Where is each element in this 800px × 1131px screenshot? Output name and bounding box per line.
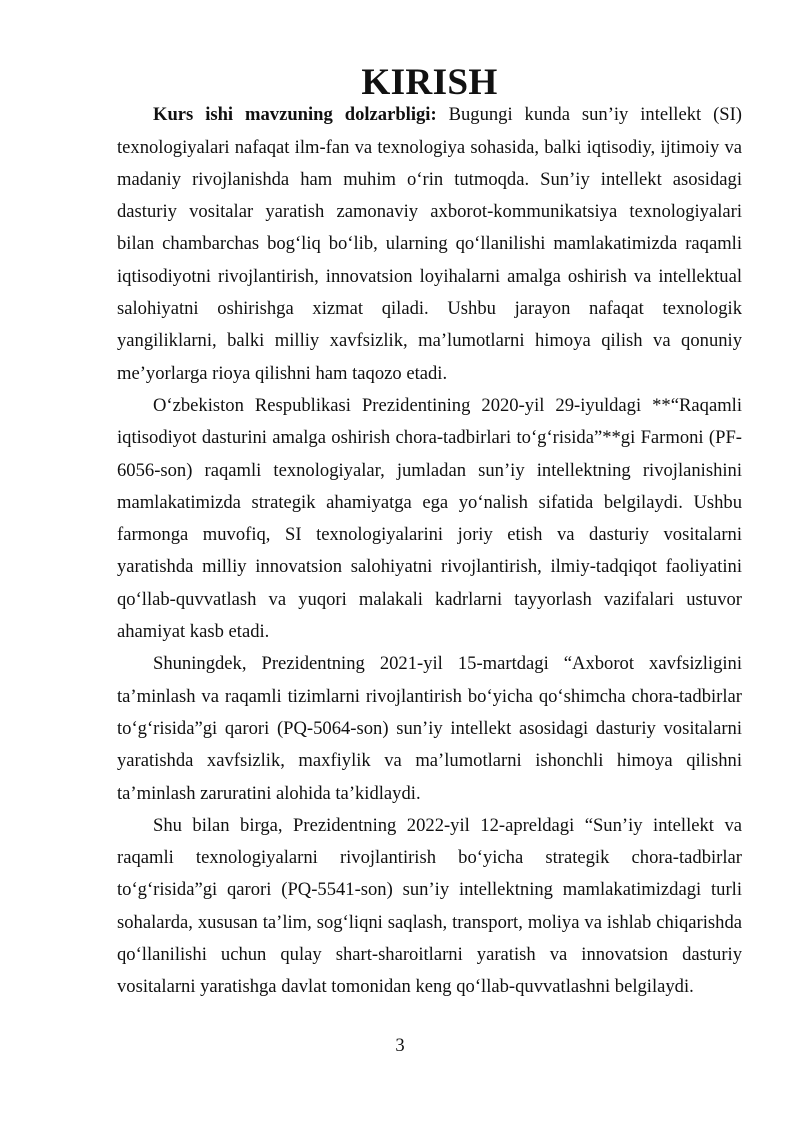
page-body: [117, 62, 742, 1004]
paragraph-relevance: [117, 99, 742, 390]
paragraph-resolution-pq5064: [117, 648, 742, 809]
paragraph-decree-pf6056: [117, 390, 742, 648]
paragraph-text: Bugungi kunda sun’iy intellekt (SI) texnologiyalari nafaqat ilm-fan va texnologiya sohasida, balki iqtisodiy, ijtimoiy va madaniy rivojlanishda ham muhim o‘rin tutmoqda. Sun’iy intellekt asosidagi dasturiy vositalar yaratish zamonaviy axborot-kommunikatsiya texnologiyalari bilan chambarchas bog‘liq bo‘lib, ularning qo‘llanilishi mamlakatimizda raqamli iqtisodiyotni rivojlantirish, innovatsion loyihalarni amalga oshirish va intellektual salohiyatni oshirishga xizmat qiladi. Ushbu jarayon nafaqat texnologik yangiliklarni, balki milliy xavfsizlik, ma’lumotlarni himoya qilish va qonuniy me’yorlarga rioya qilishni ham taqozo etadi.: [117, 104, 742, 384]
paragraph-resolution-pq5541: [117, 810, 742, 1004]
page-number: 3: [395, 1035, 405, 1056]
paragraph-text: Shuningdek, Prezidentning 2021-yil 15-martdagi “Axborot xavfsizligini ta’minlash va raqamli tizimlarni rivojlantirish bo‘yicha qo‘shimcha chora-tadbirlar to‘g‘risida”gi qarori (PQ-5064-son) sun’iy intellekt asosidagi dasturiy vositalarni yaratishda xavfsizlik, maxfiylik va ma’lumotlarni ishonchli himoya qilishni ta’minlash zaruratini alohida ta’kidlaydi.: [117, 653, 742, 804]
paragraph-text: O‘zbekiston Respublikasi Prezidentining 2020-yil 29-iyuldagi **“Raqamli iqtisodiyot dasturini amalga oshirish chora-tadbirlari to‘g‘risida”**gi Farmoni (PF-6056-son) raqamli texnologiyalar, jumladan sun’iy intellektning rivojlanishini mamlakatimizda strategik ahamiyatga ega yo‘nalish sifatida belgilaydi. Ushbu farmonga muvofiq, SI texnologiyalarini joriy etish va dasturiy vositalarni yaratishda milliy innovatsion salohiyatni rivojlantirish, ilmiy-tadqiqot faoliyatini qo‘llab-quvvatlash va yuqori malakali kadrlarni tayyorlash vazifalari ustuvor ahamiyat kasb etadi.: [117, 394, 742, 643]
paragraph-text: Shu bilan birga, Prezidentning 2022-yil 12-apreldagi “Sun’iy intellekt va raqamli texnologiyalarni rivojlantirish bo‘yicha strategik chora-tadbirlar to‘g‘risida”gi qarori (PQ-5541-son) sun’iy intellektning mamlakatimizdagi turli sohalarda, xususan ta’lim, sog‘liqni saqlash, transport, moliya va ishlab chiqarishda qo‘llanilishi uchun qulay shart-sharoitlarni yaratish va innovatsion dasturiy vositalarni yaratishga davlat tomonidan keng qo‘llab-quvvatlashni belgilaydi.: [117, 814, 742, 998]
section-title: KIRISH: [361, 62, 498, 103]
paragraph-lead: Kurs ishi mavzuning dolzarbligi:: [153, 104, 437, 126]
